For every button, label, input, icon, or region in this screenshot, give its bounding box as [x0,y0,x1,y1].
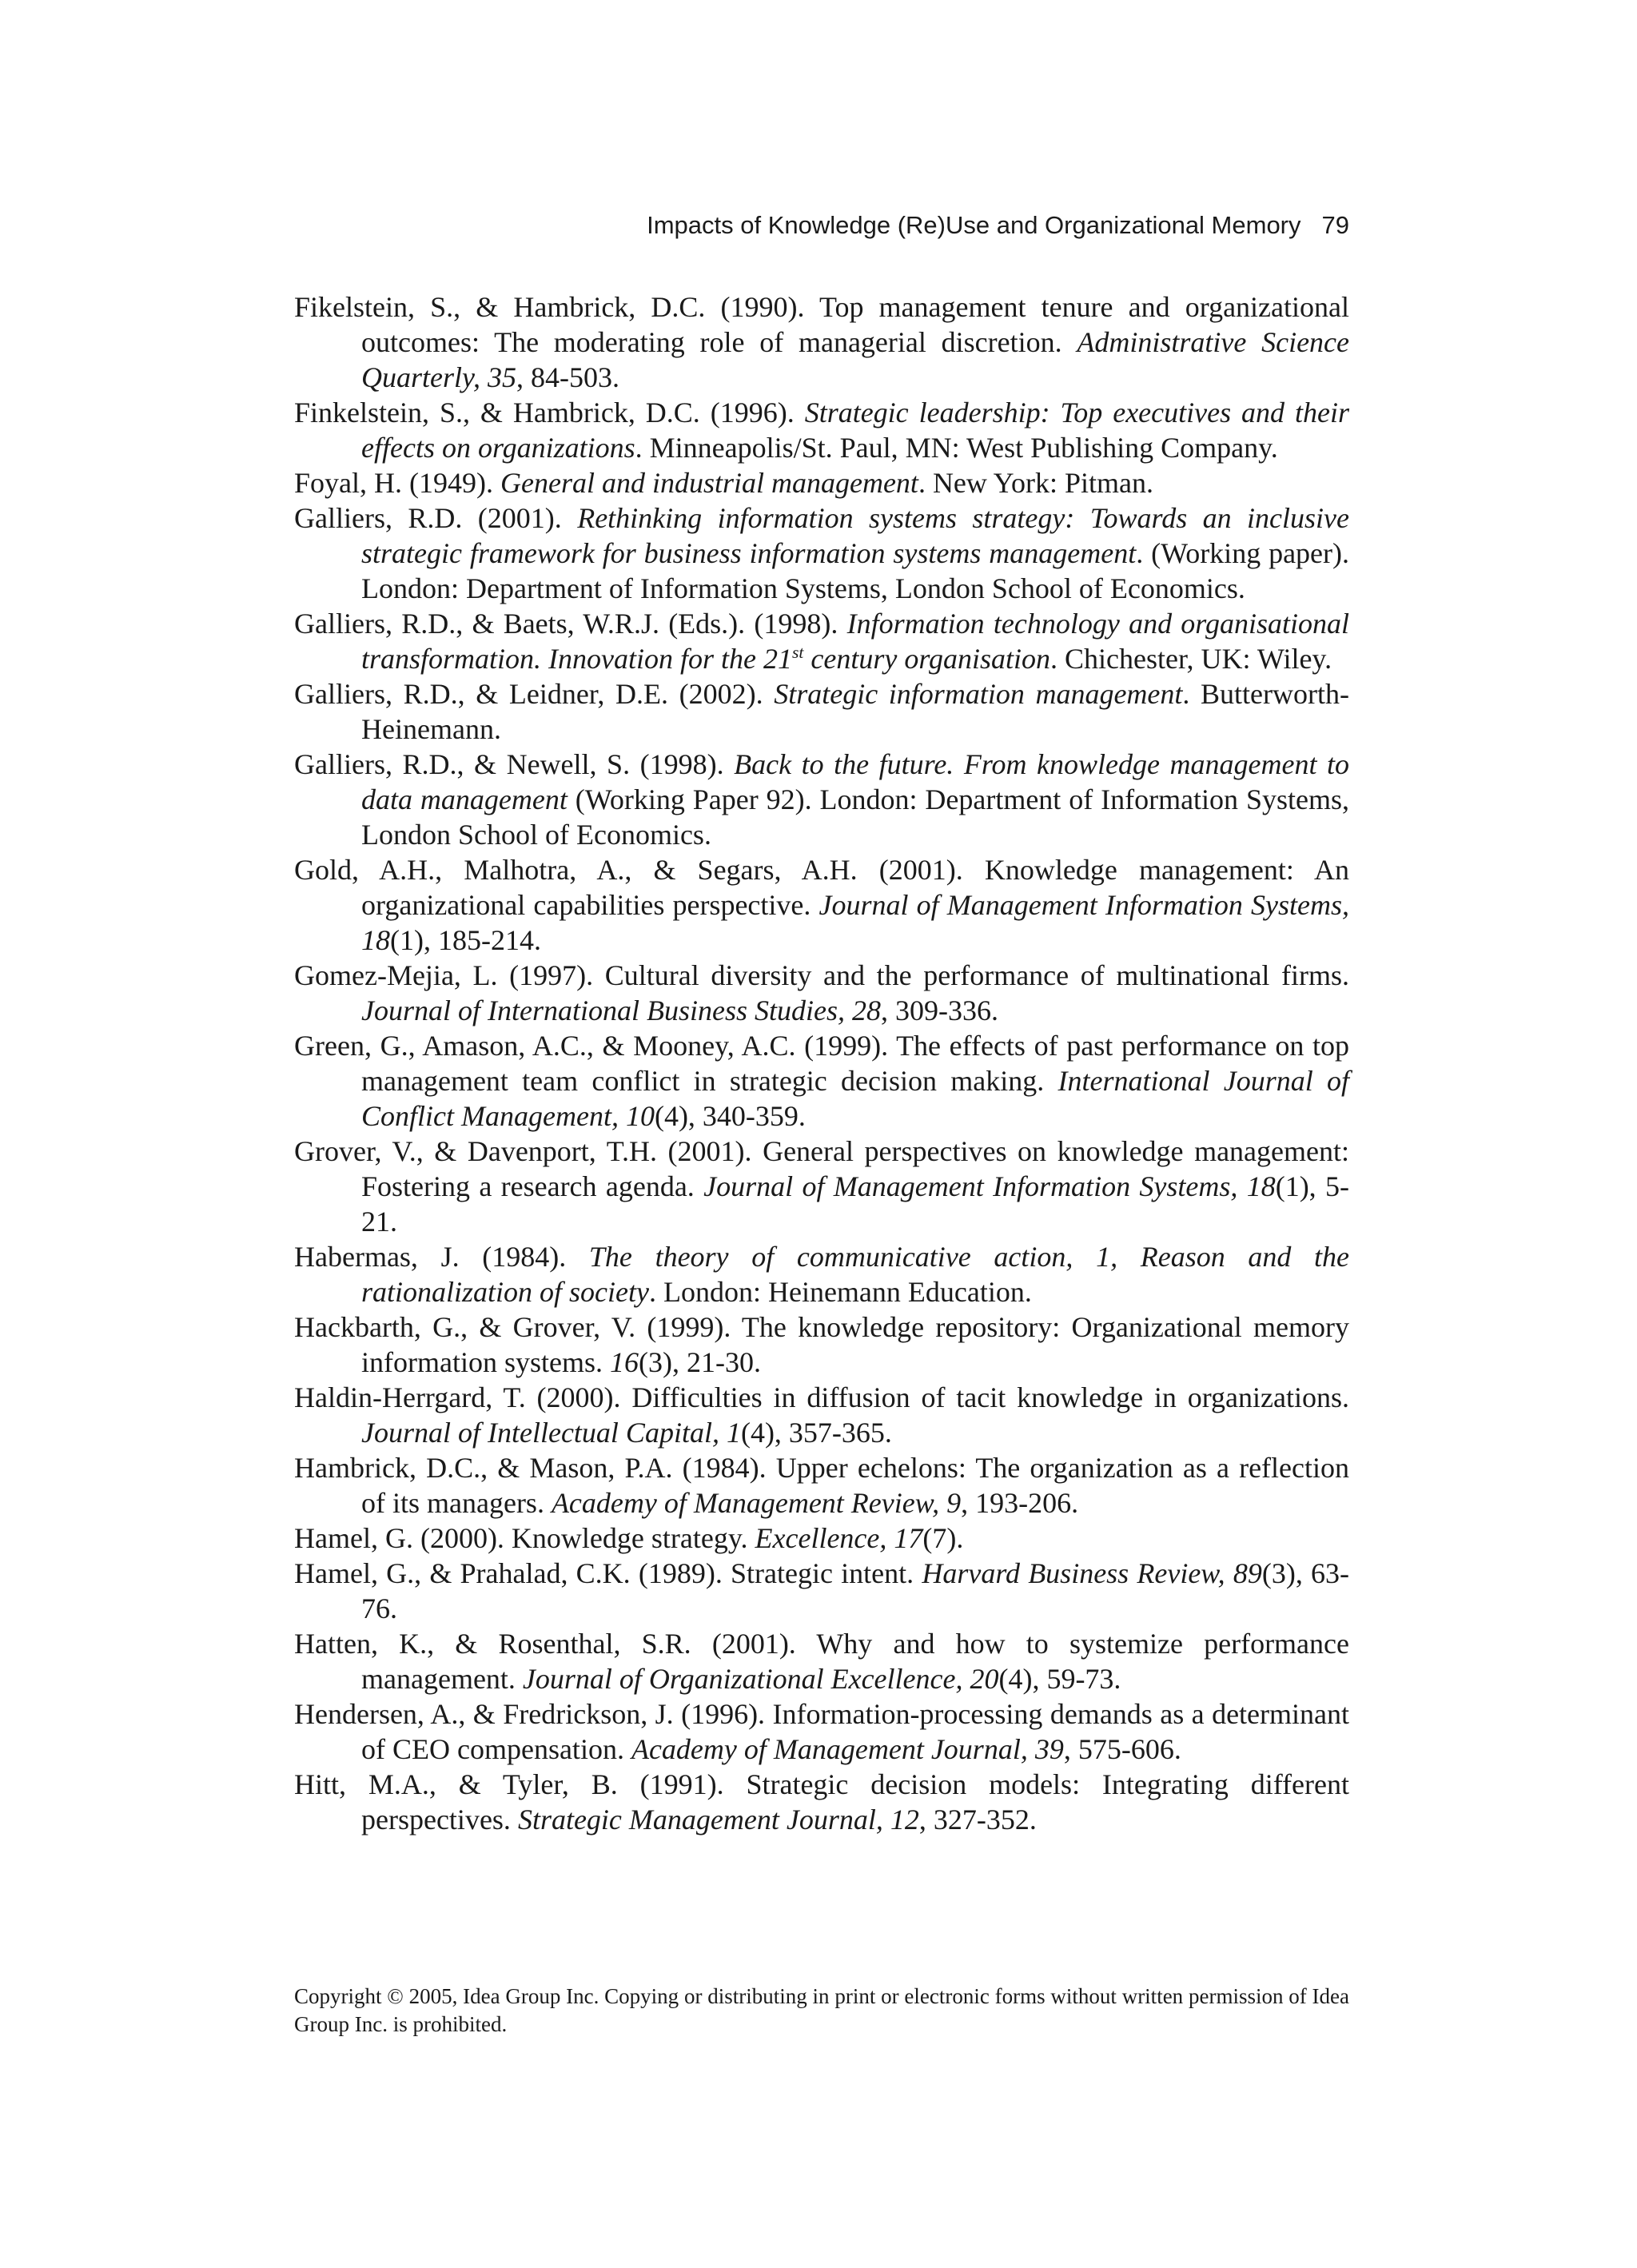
reference-entry [294,1767,1349,1837]
reference-title-italic: Strategic information management [774,678,1183,710]
reference-text: Foyal, H. (1949). [294,467,500,499]
reference-text: , 193-206. [961,1487,1079,1519]
reference-text: Hamel, G. (2000). Knowledge strategy. [294,1522,755,1554]
reference-text: Hamel, G., & Prahalad, C.K. (1989). Strategic intent. [294,1557,922,1589]
reference-text: Habermas, J. (1984). [294,1241,589,1273]
reference-title-italic: 16 [609,1346,639,1378]
reference-entry [294,395,1349,465]
reference-text: (4), 59-73. [998,1663,1121,1695]
reference-text: , 309-336. [880,994,998,1026]
reference-text: (4), 357-365. [740,1417,892,1449]
reference-title-italic: Strategic leadership: Top executives and their effects on organizations [361,397,1349,464]
reference-entry [294,1521,1349,1556]
reference-entry [294,1450,1349,1521]
reference-text: Finkelstein, S., & Hambrick, D.C. (1996). [294,397,805,428]
reference-text: , 327-352. [918,1804,1037,1836]
reference-entry [294,1380,1349,1450]
page-number: 79 [1321,211,1349,239]
reference-title-italic: Journal of Intellectual Capital, 1 [361,1417,741,1449]
reference-entry [294,1239,1349,1309]
reference-title-italic: Back to the future. From knowledge management to data management [361,748,1349,815]
running-head [294,206,1349,245]
reference-text: (1), 5-21. [361,1170,1349,1238]
reference-entry [294,465,1349,500]
reference-text: (Working Paper 92). London: Department of Information Systems, London School of Economics. [361,783,1349,851]
reference-text: . Chichester, UK: Wiley. [1050,643,1332,675]
reference-superscript-wrap [792,643,803,662]
reference-entry [294,1556,1349,1626]
reference-text: Hendersen, A., & Fredrickson, J. (1996). Information-processing demands as a determinant of CEO compensation. [294,1698,1349,1765]
reference-text: Gold, A.H., Malhotra, A., & Segars, A.H. (2001). Knowledge management: An organizational capabilities perspective. [294,854,1349,921]
reference-entry [294,676,1349,747]
reference-text: . New York: Pitman. [918,467,1153,499]
reference-text: Galliers, R.D. (2001). [294,502,578,534]
reference-entry [294,1626,1349,1696]
reference-title-italic: Excellence, 17 [755,1522,923,1554]
reference-text: . Butterworth-Heinemann. [361,678,1349,745]
reference-title-italic: Academy of Management Review, 9 [551,1487,962,1519]
reference-entry [294,1696,1349,1767]
copyright-notice: Copyright © 2005, Idea Group Inc. Copying or distributing in print or electronic forms without written permission of Idea Group Inc. is prohibited. [294,1984,1349,2036]
reference-entry [294,958,1349,1028]
reference-entry [294,852,1349,958]
reference-title-italic: Information technology and organisational transformation. Innovation for the 21 [361,608,1349,675]
reference-entry [294,747,1349,852]
reference-text: (7). [922,1522,964,1554]
reference-text: Fikelstein, S., & Hambrick, D.C. (1990). Top management tenure and organizational outcomes: The moderating role of managerial discretion. [294,291,1349,358]
reference-title-italic: Journal of International Business Studies, 28 [361,994,881,1026]
reference-title-italic: century organisation [803,643,1051,675]
reference-text: . (Working paper). London: Department of Information Systems, London School of Economics. [361,537,1349,604]
reference-entry [294,1134,1349,1239]
reference-title-italic: General and industrial management [500,467,918,499]
reference-text: Green, G., Amason, A.C., & Mooney, A.C. (1999). The effects of past performance on top management team conflict in strategic decision making. [294,1030,1349,1097]
reference-text: Galliers, R.D., & Baets, W.R.J. (Eds.). (1998). [294,608,847,640]
reference-text: Grover, V., & Davenport, T.H. (2001). General perspectives on knowledge management: Fostering a research agenda. [294,1135,1349,1202]
reference-text: (3), 21-30. [638,1346,761,1378]
reference-text: (4), 340-359. [654,1100,806,1132]
reference-title-italic: Harvard Business Review, 89 [922,1557,1262,1589]
reference-title-italic: International Journal of Conflict Management, 10 [361,1065,1349,1132]
reference-entry [294,1309,1349,1380]
reference-title-italic: Administrative Science Quarterly, 35 [361,326,1350,393]
reference-text: Galliers, R.D., & Leidner, D.E. (2002). [294,678,775,710]
reference-title-italic: Rethinking information systems strategy: Towards an inclusive strategic framework for business information systems management [361,502,1349,569]
reference-title-italic: The theory of communicative action, 1, Reason and the rationalization of society [361,1241,1350,1308]
reference-text: . London: Heinemann Education. [648,1276,1032,1308]
reference-title-italic: Academy of Management Journal, 39 [631,1733,1064,1765]
reference-title-italic: Journal of Management Information Systems, 18 [361,889,1350,956]
reference-title-italic: Journal of Organizational Excellence, 20 [522,1663,999,1695]
reference-text: Hatten, K., & Rosenthal, S.R. (2001). Why and how to systemize performance management. [294,1628,1349,1695]
running-title: Impacts of Knowledge (Re)Use and Organizational Memory [647,211,1301,239]
reference-text: , 575-606. [1063,1733,1181,1765]
reference-text: Hitt, M.A., & Tyler, B. (1991). Strategic decision models: Integrating different perspectives. [294,1768,1349,1836]
reference-text: Haldin-Herrgard, T. (2000). Difficulties in diffusion of tacit knowledge in organizations. [294,1381,1349,1413]
reference-entry [294,1028,1349,1134]
reference-title-italic: Journal of Management Information Systems, 18 [703,1170,1276,1202]
reference-text: Gomez-Mejia, L. (1997). Cultural diversity and the performance of multinational firms. [294,959,1349,991]
reference-superscript: st [792,643,804,662]
reference-text: Hackbarth, G., & Grover, V. (1999). The knowledge repository: Organizational memory information systems. [294,1311,1349,1378]
reference-title-italic: Strategic Management Journal, 12 [517,1804,919,1836]
reference-list [294,289,1349,1837]
reference-text: (3), 63-76. [361,1557,1349,1624]
reference-entry [294,289,1349,395]
reference-entry [294,500,1349,606]
reference-entry [294,606,1349,676]
reference-text: Hambrick, D.C., & Mason, P.A. (1984). Upper echelons: The organization as a reflection of its managers. [294,1452,1349,1519]
reference-text: . Minneapolis/St. Paul, MN: West Publishing Company. [635,432,1278,464]
reference-text: (1), 185-214. [390,924,541,956]
reference-text: Galliers, R.D., & Newell, S. (1998). [294,748,735,780]
reference-text: , 84-503. [516,361,619,393]
